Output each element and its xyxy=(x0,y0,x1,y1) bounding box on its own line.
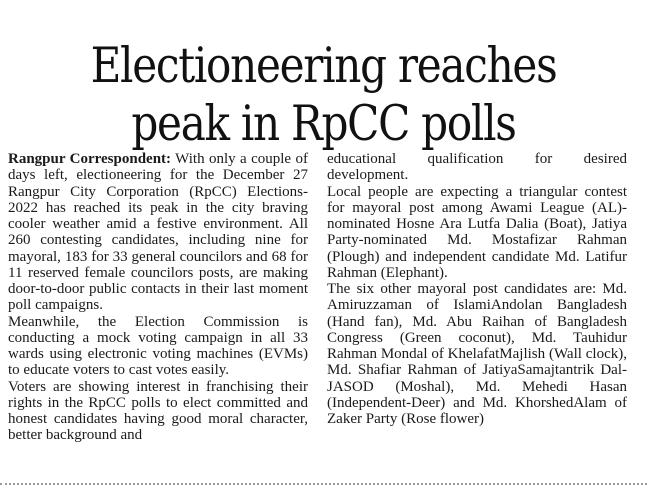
paragraph: educational qualification for desired development. xyxy=(327,151,627,184)
headline-line-1: Electioneering reaches xyxy=(90,36,557,94)
article-headline xyxy=(45,37,601,153)
bottom-divider xyxy=(0,483,647,485)
paragraph xyxy=(8,151,308,314)
column-right xyxy=(327,151,627,427)
byline: Rangpur Correspondent: xyxy=(8,151,172,167)
article-body xyxy=(8,151,640,479)
paragraph: Voters are showing interest in franchising their rights in the RpCC polls to elect committed and honest candidates having good moral character, better background and xyxy=(8,378,308,444)
paragraph: Local people are expecting a triangular contest for mayoral post among Awami League (AL)-nominated Hosne Ara Lutfa Dalia (Boat), Jatiya Party-nominated Md. Mostafizar Rahman (Plough) and independent candidate Md. Latifur Rahman (Elephant). xyxy=(327,183,627,281)
headline-line-2: peak in RpCC polls xyxy=(131,94,516,152)
column-left xyxy=(8,151,308,444)
paragraph-text: With only a couple of days left, electioneering for the December 27 Rangpur City Corporation (RpCC) Elections- 2022 has reached its peak in the city braving cooler weather amid a festive environment. All 260 contesting candidates, including nine for mayoral, 183 for 33 general councilors and 68 for 11 reserved female councilors posts, are making door-to-door public contacts in their last moment poll campaigns. xyxy=(8,151,308,314)
paragraph: The six other mayoral post candidates are: Md. Amiruzzaman of IslamiAndolan Bangladesh (Hand fan), Md. Abu Raihan of Bangladesh Congress (Green coconut), Md. Tauhidur Rahman Mondal of KhelafatMajlish (Wall clock), Md. Shafiar Rahman of JatiyaSamajtantrik Dal- JASOD (Moshal), Md. Mehedi Hasan (Independent-Deer) and Md. KhorshedAlam of Zaker Party (Rose flower) xyxy=(327,281,627,427)
paragraph: Meanwhile, the Election Commission is conducting a mock voting campaign in all 33 wards using electronic voting machines (EVMs) to educate voters to cast votes easily. xyxy=(8,313,308,379)
